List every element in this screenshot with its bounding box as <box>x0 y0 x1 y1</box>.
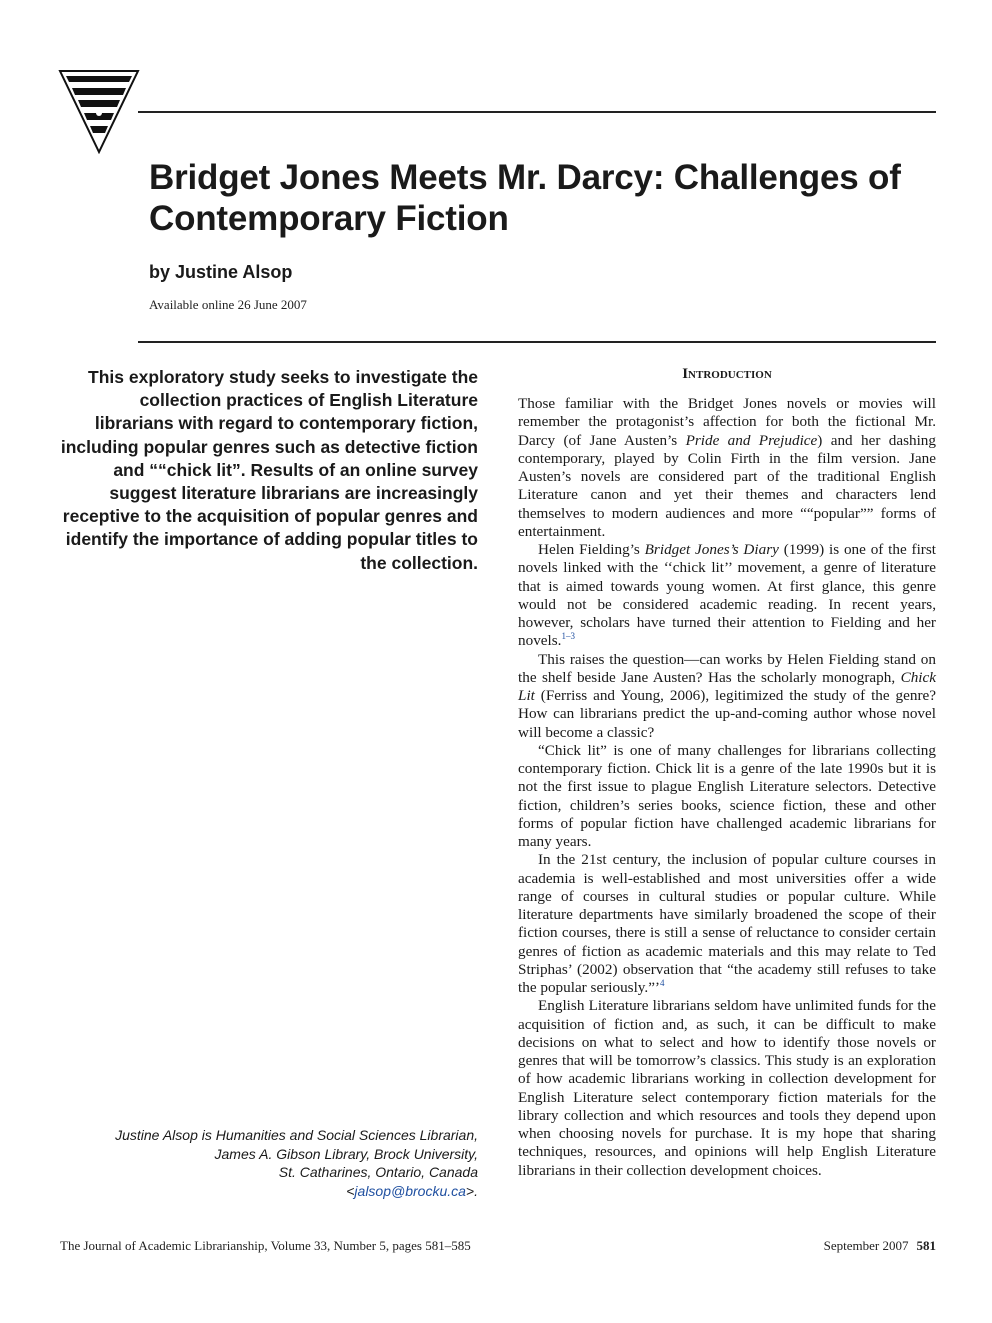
text-run: This raises the question—can works by Helen Fielding stand on the shelf beside Jane Austen? Has the scholarly monograph, <box>518 650 936 686</box>
paragraph <box>518 395 936 541</box>
text-run: Helen Fielding’s <box>538 541 645 558</box>
introduction-body <box>518 395 936 1180</box>
publisher-logo-icon <box>58 68 140 154</box>
email-open: < <box>346 1182 355 1199</box>
text-run: (Ferriss and Young, 2006), legitimized the study of the genre? How can librarians predict the up-and-coming author whose novel will become a classic? <box>518 687 936 741</box>
paragraph: English Literature librarians seldom have unlimited funds for the acquisition of fiction and, as such, it can be difficult to make decisions on what to select and how to identify those novels or genres that will be tomorrow’s classics. This study is an exploration of how academic librarians working in collection development for English Literature select contemporary fiction materials for the library collection and which resources and tools they depend upon when choosing novels for purchase. It is my hope that sharing techniques, resources, and opinions will help English Literature librarians in their collection development choices. <box>518 997 936 1179</box>
email-close: >. <box>465 1182 478 1199</box>
section-heading-introduction: Introduction <box>682 366 772 382</box>
book-title: Pride and Prejudice <box>685 431 818 449</box>
available-online-date: Available online 26 June 2007 <box>149 297 307 312</box>
paragraph: “Chick lit” is one of many challenges for librarians collecting contemporary fiction. Chick lit is a genre of the late 1990s but it is not the first issue to plague English Literature selectors. Detective fiction, children’s series books, science fiction, these and other forms of popular fiction have challenged academic librarians for many years. <box>518 741 936 850</box>
affiliation-line: James A. Gibson Library, Brock University, <box>214 1145 478 1162</box>
text-run: In the 21st century, the inclusion of popular culture courses in academia is well-established and most universities offer a wide range of courses in cultural studies or popular culture. While literature departments have similarly broadened the scope of their fiction courses, there is still a sense of reluctance to consider certain genres of fiction as academic materials and this may relate to Ted Striphas’ (2002) observation that “the academy still refuses to take the popular seriously.”’ <box>518 851 936 996</box>
author-affiliation <box>56 1126 478 1200</box>
text-run: Those familiar with the Bridget Jones novels or movies will remember the protagonist’s affection for both the fictional Mr. Darcy (of Jane Austen’s <box>518 395 936 449</box>
affiliation-email-line <box>56 1182 478 1201</box>
paragraph <box>518 651 936 742</box>
citation-link[interactable]: 1–3 <box>561 631 575 642</box>
paragraph <box>518 541 936 651</box>
affiliation-line: St. Catharines, Ontario, Canada <box>278 1164 478 1180</box>
article-title: Bridget Jones Meets Mr. Darcy: Challenges of Contemporary Fiction <box>149 158 901 238</box>
issue-date: September 2007 <box>823 1238 909 1253</box>
text-run: (1999) is one of the first novels linked with the ‘‘chick lit’’ movement, a genre of literature that is aimed towards young women. At first glance, this genre would not be considered academic reading. In recent years, however, scholars have turned their attention to Fielding and her novels. <box>518 541 936 650</box>
paragraph <box>518 851 936 997</box>
section-rule <box>138 341 936 343</box>
top-rule <box>138 111 936 113</box>
citation-link[interactable]: 4 <box>660 977 665 988</box>
page-number: 581 <box>916 1238 936 1253</box>
author-byline: by Justine Alsop <box>149 262 293 282</box>
journal-citation: The Journal of Academic Librarianship, Volume 33, Number 5, pages 581–585 <box>60 1238 471 1253</box>
abstract: This exploratory study seeks to investigate the collection practices of English Literature librarians with regard to contemporary fiction, including popular genres such as detective fiction and ““chick lit”. Results of an online survey suggest literature librarians are increasingly receptive to the acquisition of popular genres and identify the importance of adding popular titles to the collection. <box>60 367 478 573</box>
text-run: ) and her dashing contemporary, played by Colin Firth in the film version. Jane Austen’s novels are considered part of the traditional English Literature canon and yet their themes and characters lend themselves to modern audiences and more ““popular”” forms of entertainment. <box>518 431 936 540</box>
footer-date-page <box>824 1238 936 1254</box>
affiliation-line: Justine Alsop is Humanities and Social Sciences Librarian, <box>115 1127 478 1143</box>
book-title: Bridget Jones’s Diary <box>644 541 779 558</box>
book-title: Chick Lit <box>518 668 936 704</box>
author-email-link[interactable]: jalsop@brocku.ca <box>354 1182 466 1199</box>
